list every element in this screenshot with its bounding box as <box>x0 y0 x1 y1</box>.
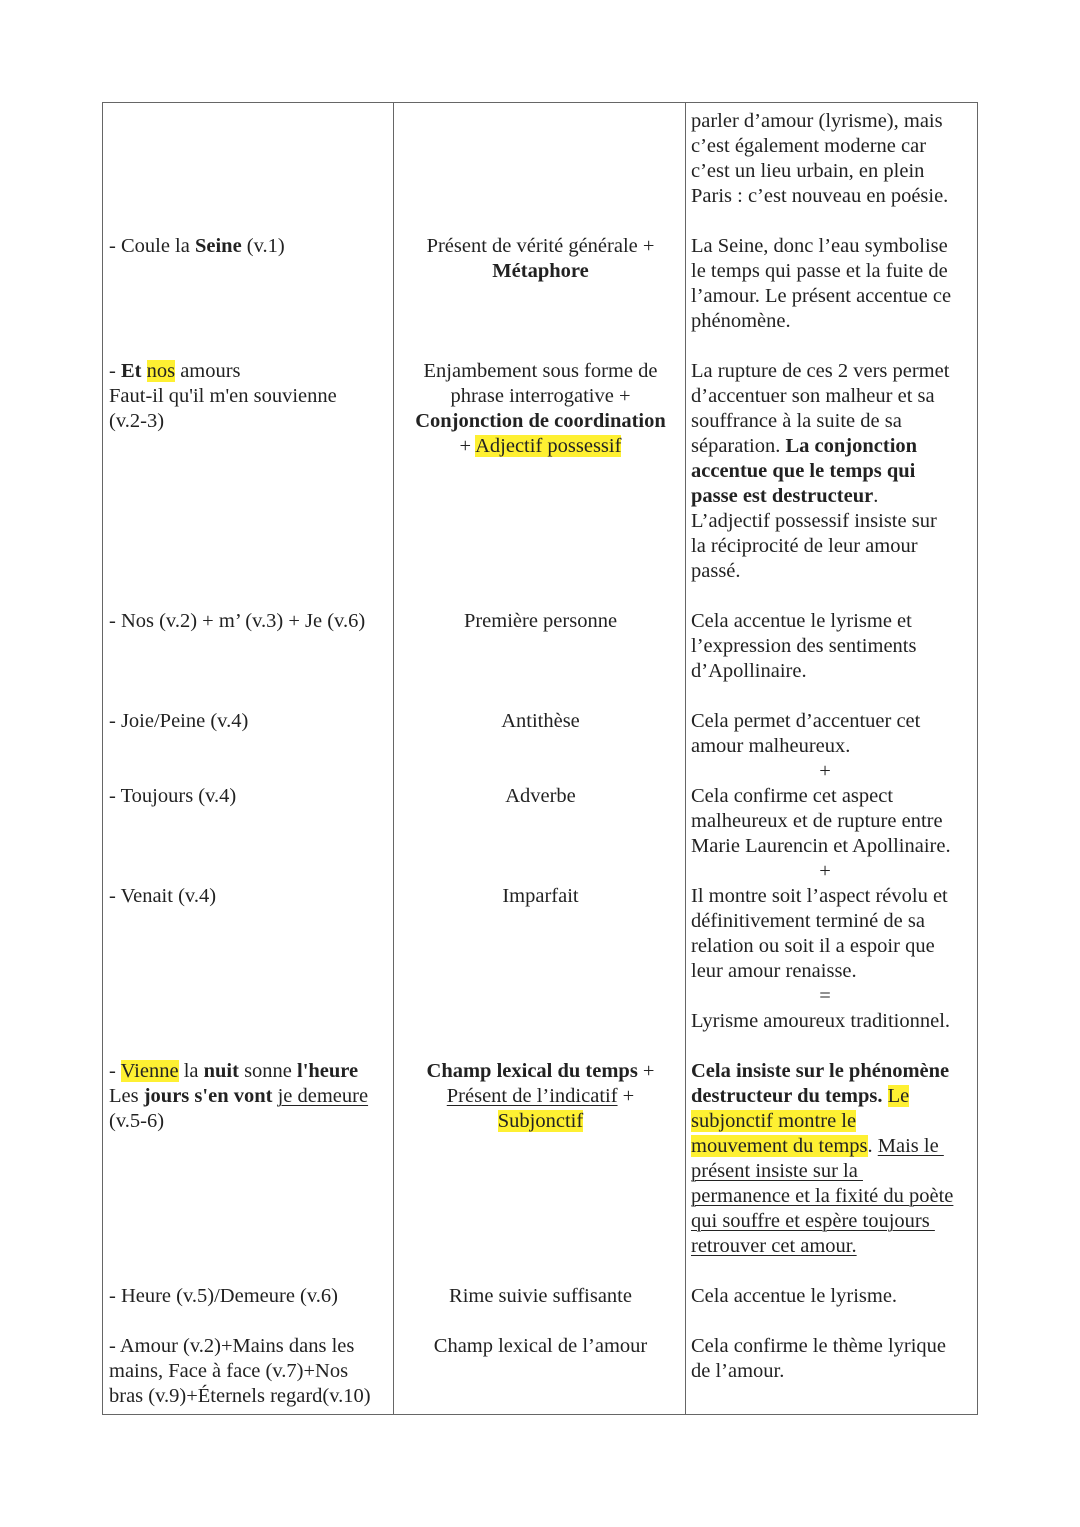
text-segment: Marie Laurencin et Apollinaire. <box>691 835 951 857</box>
bold-text: La conjonction <box>785 435 918 457</box>
text-line <box>395 709 686 734</box>
text-segment <box>883 1085 888 1107</box>
procede-cell <box>395 1284 686 1309</box>
text-line <box>691 959 959 984</box>
text-line <box>109 1084 368 1109</box>
citation-cell <box>109 784 236 809</box>
procede-cell <box>395 1334 686 1359</box>
text-segment: souffrance à la suite de sa <box>691 410 902 432</box>
text-segment: L’adjectif possessif insiste sur <box>691 510 937 532</box>
text-line <box>395 884 686 909</box>
text-segment: (v.1) <box>241 235 285 257</box>
bold-text: Et <box>120 360 142 382</box>
column-divider <box>685 103 686 1414</box>
text-line <box>691 759 959 784</box>
text-segment: phénomène. <box>691 310 791 332</box>
bold-text: nuit <box>203 1060 239 1082</box>
text-segment: + <box>459 435 476 457</box>
text-segment: - Toujours (v.4) <box>109 785 237 807</box>
text-line <box>691 284 951 309</box>
text-segment: Les <box>109 1085 144 1107</box>
text-segment: - Joie/Peine (v.4) <box>109 710 249 732</box>
text-segment: mains, Face à face (v.7)+Nos <box>109 1360 349 1382</box>
text-line <box>395 1334 686 1359</box>
citation-cell <box>109 359 337 434</box>
text-segment: + <box>819 860 831 882</box>
procede-cell <box>395 609 686 634</box>
text-line <box>395 234 686 259</box>
text-segment: Cela confirme cet aspect <box>691 785 894 807</box>
interpretation-cell <box>691 709 959 784</box>
text-line <box>109 1334 371 1359</box>
text-line <box>395 784 686 809</box>
text-segment: retrouver cet amour. <box>691 1235 857 1257</box>
text-segment <box>141 360 146 382</box>
text-segment: d’accentuer son malheur et sa <box>691 385 935 407</box>
text-line <box>691 1109 953 1134</box>
text-segment: présent insiste sur la <box>691 1160 863 1182</box>
text-line <box>109 609 365 634</box>
bold-text: s'en vont <box>194 1085 273 1107</box>
text-segment: Cela confirme le thème lyrique <box>691 1335 947 1357</box>
citation-cell <box>109 609 365 634</box>
text-segment: qui souffre et espère toujours <box>691 1210 935 1232</box>
text-line <box>691 1084 953 1109</box>
bold-text: jours <box>143 1085 190 1107</box>
text-line <box>691 809 959 834</box>
text-line <box>691 559 949 584</box>
text-line <box>691 859 959 884</box>
text-line <box>691 109 948 134</box>
text-line <box>395 259 686 284</box>
text-segment: . <box>867 1135 878 1157</box>
text-line <box>691 1359 946 1384</box>
text-segment: + <box>819 760 831 782</box>
text-line <box>109 1109 368 1134</box>
text-line <box>691 1134 953 1159</box>
text-line <box>395 359 686 384</box>
text-segment: leur amour renaisse. <box>691 960 857 982</box>
bold-text: Seine <box>194 235 242 257</box>
text-segment: le temps qui passe et la fuite de <box>691 260 948 282</box>
text-segment: Paris : c’est nouveau en poésie. <box>691 185 949 207</box>
text-line <box>691 309 951 334</box>
interpretation-cell <box>691 109 948 209</box>
text-line <box>109 384 337 409</box>
text-segment: (v.5-6) <box>109 1110 165 1132</box>
text-segment: c’est un lieu urbain, en plein <box>691 160 925 182</box>
text-segment: - Heure (v.5)/Demeure (v.6) <box>109 1285 338 1307</box>
text-line <box>691 1209 953 1234</box>
text-line <box>691 784 959 809</box>
procede-cell <box>395 784 686 809</box>
text-line <box>691 1059 953 1084</box>
text-segment: Lyrisme amoureux traditionnel. <box>691 1010 951 1032</box>
procede-cell <box>395 884 686 909</box>
text-segment: parler d’amour (lyrisme), mais <box>691 110 943 132</box>
text-segment: amour malheureux. <box>691 735 851 757</box>
bold-text: destructeur du temps. <box>691 1085 883 1107</box>
text-line <box>691 1284 897 1309</box>
interpretation-cell <box>691 784 959 884</box>
text-line <box>395 434 686 459</box>
bold-text: Métaphore <box>492 260 589 282</box>
text-line <box>109 359 337 384</box>
text-segment: phrase interrogative + <box>450 385 631 407</box>
text-line <box>691 1159 953 1184</box>
text-line <box>691 1009 959 1034</box>
text-segment: - <box>109 360 121 382</box>
text-line <box>691 159 948 184</box>
text-segment: passé. <box>691 560 741 582</box>
text-segment: l’expression des sentiments <box>691 635 917 657</box>
text-line <box>691 1184 953 1209</box>
text-segment: Imparfait <box>502 885 579 907</box>
analysis-table <box>102 102 978 1415</box>
text-segment: Première personne <box>463 610 618 632</box>
text-segment: Faut-il qu'il m'en souvienne <box>109 385 337 407</box>
text-segment: permanence et la fixité du poète <box>691 1185 954 1207</box>
text-segment: je demeure <box>277 1085 369 1107</box>
procede-cell <box>395 1059 686 1134</box>
text-line <box>691 984 959 1009</box>
text-line <box>109 884 216 909</box>
text-segment: (v.2-3) <box>109 410 165 432</box>
highlighted-text: subjonctif montre le <box>691 1110 857 1132</box>
text-line <box>691 659 916 684</box>
text-line <box>109 409 337 434</box>
text-line <box>109 234 285 259</box>
citation-cell <box>109 1059 368 1134</box>
text-line <box>395 1059 686 1084</box>
text-line <box>691 609 916 634</box>
text-segment: Mais le <box>877 1135 944 1157</box>
text-segment: bras (v.9)+Éternels regard(v.10) <box>109 1385 371 1407</box>
text-line <box>691 634 916 659</box>
highlighted-text: nos <box>146 360 176 382</box>
citation-cell <box>109 234 285 259</box>
text-segment: - Nos (v.2) + m’ (v.3) + Je (v.6) <box>109 610 366 632</box>
bold-text: accentue que le temps qui <box>691 460 916 482</box>
text-line <box>691 259 951 284</box>
text-line <box>109 1384 371 1409</box>
procede-cell <box>395 709 686 734</box>
text-segment: Cela accentue le lyrisme et <box>691 610 912 632</box>
text-line <box>109 1359 371 1384</box>
text-line <box>691 1234 953 1259</box>
text-line <box>691 409 949 434</box>
text-segment: La Seine, donc l’eau symbolise <box>691 235 948 257</box>
bold-text: l'heure <box>297 1060 359 1082</box>
text-line <box>691 134 948 159</box>
text-segment: l’amour. Le présent accentue ce <box>691 285 952 307</box>
text-segment: amours <box>175 360 241 382</box>
bold-text: passe est destructeur <box>691 485 874 507</box>
text-segment: + <box>617 1085 635 1107</box>
text-line <box>109 709 248 734</box>
text-segment: la <box>178 1060 204 1082</box>
text-line <box>691 384 949 409</box>
highlighted-text: Adjectif possessif <box>475 435 622 457</box>
text-line <box>109 1284 338 1309</box>
text-line <box>691 909 959 934</box>
text-line <box>691 484 949 509</box>
text-segment: Champ lexical de l’amour <box>433 1335 648 1357</box>
text-segment: relation ou soit il a espoir que <box>691 935 935 957</box>
text-segment: La rupture de ces 2 vers permet <box>691 360 950 382</box>
citation-cell <box>109 709 248 734</box>
citation-cell <box>109 1284 338 1309</box>
interpretation-cell <box>691 1284 897 1309</box>
text-segment: Il montre soit l’aspect révolu et <box>691 885 948 907</box>
column-divider <box>393 103 394 1414</box>
text-segment: - Coule la <box>109 235 195 257</box>
interpretation-cell <box>691 1059 953 1259</box>
text-line <box>691 184 948 209</box>
text-line <box>691 934 959 959</box>
bold-text: Champ lexical du temps <box>426 1060 638 1082</box>
interpretation-cell <box>691 609 916 684</box>
text-segment: Cela permet d’accentuer cet <box>691 710 921 732</box>
bold-text: Conjonction de coordination <box>415 410 666 432</box>
text-line <box>395 1284 686 1309</box>
text-segment: Enjambement sous forme de <box>423 360 658 382</box>
text-line <box>691 359 949 384</box>
interpretation-cell <box>691 234 951 334</box>
text-segment: la réciprocité de leur amour <box>691 535 918 557</box>
text-segment: - <box>109 1060 121 1082</box>
text-segment: définitivement terminé de sa <box>691 910 925 932</box>
text-line <box>691 884 959 909</box>
procede-cell <box>395 234 686 284</box>
highlighted-text: Vienne <box>120 1060 179 1082</box>
text-segment: - Venait (v.4) <box>109 885 217 907</box>
text-line <box>691 534 949 559</box>
text-line <box>691 459 949 484</box>
text-segment: c’est également moderne car <box>691 135 927 157</box>
text-segment: Présent de vérité générale + <box>426 235 655 257</box>
interpretation-cell <box>691 1334 946 1384</box>
text-line <box>691 434 949 459</box>
text-segment: = <box>819 985 831 1007</box>
text-segment: d’Apollinaire. <box>691 660 807 682</box>
text-segment: séparation. <box>691 435 786 457</box>
text-segment: Présent de l’indicatif <box>446 1085 618 1107</box>
interpretation-cell <box>691 884 959 1034</box>
citation-cell <box>109 1334 371 1409</box>
text-segment: sonne <box>238 1060 298 1082</box>
text-line <box>691 234 951 259</box>
text-segment: + <box>637 1060 655 1082</box>
text-segment: Adverbe <box>505 785 576 807</box>
text-segment: . <box>873 485 879 507</box>
text-line <box>395 609 686 634</box>
text-line <box>395 409 686 434</box>
text-segment: - Amour (v.2)+Mains dans les <box>109 1335 355 1357</box>
text-segment: Cela accentue le lyrisme. <box>691 1285 898 1307</box>
text-line <box>109 784 236 809</box>
procede-cell <box>395 359 686 459</box>
text-line <box>395 1109 686 1134</box>
interpretation-cell <box>691 359 949 584</box>
text-line <box>395 1084 686 1109</box>
highlighted-text: mouvement du temps <box>691 1135 868 1157</box>
text-line <box>395 384 686 409</box>
highlighted-text: Le <box>887 1085 910 1107</box>
text-line <box>691 709 959 734</box>
text-line <box>691 734 959 759</box>
text-segment: de l’amour. <box>691 1360 785 1382</box>
text-segment: malheureux et de rupture entre <box>691 810 943 832</box>
highlighted-text: Subjonctif <box>497 1110 584 1132</box>
text-line <box>691 1334 946 1359</box>
text-line <box>109 1059 368 1084</box>
citation-cell <box>109 884 216 909</box>
text-segment: Antithèse <box>501 710 580 732</box>
text-line <box>691 834 959 859</box>
text-line <box>691 509 949 534</box>
text-segment: Rime suivie suffisante <box>449 1285 632 1307</box>
bold-text: Cela insiste sur le phénomène <box>691 1060 950 1082</box>
